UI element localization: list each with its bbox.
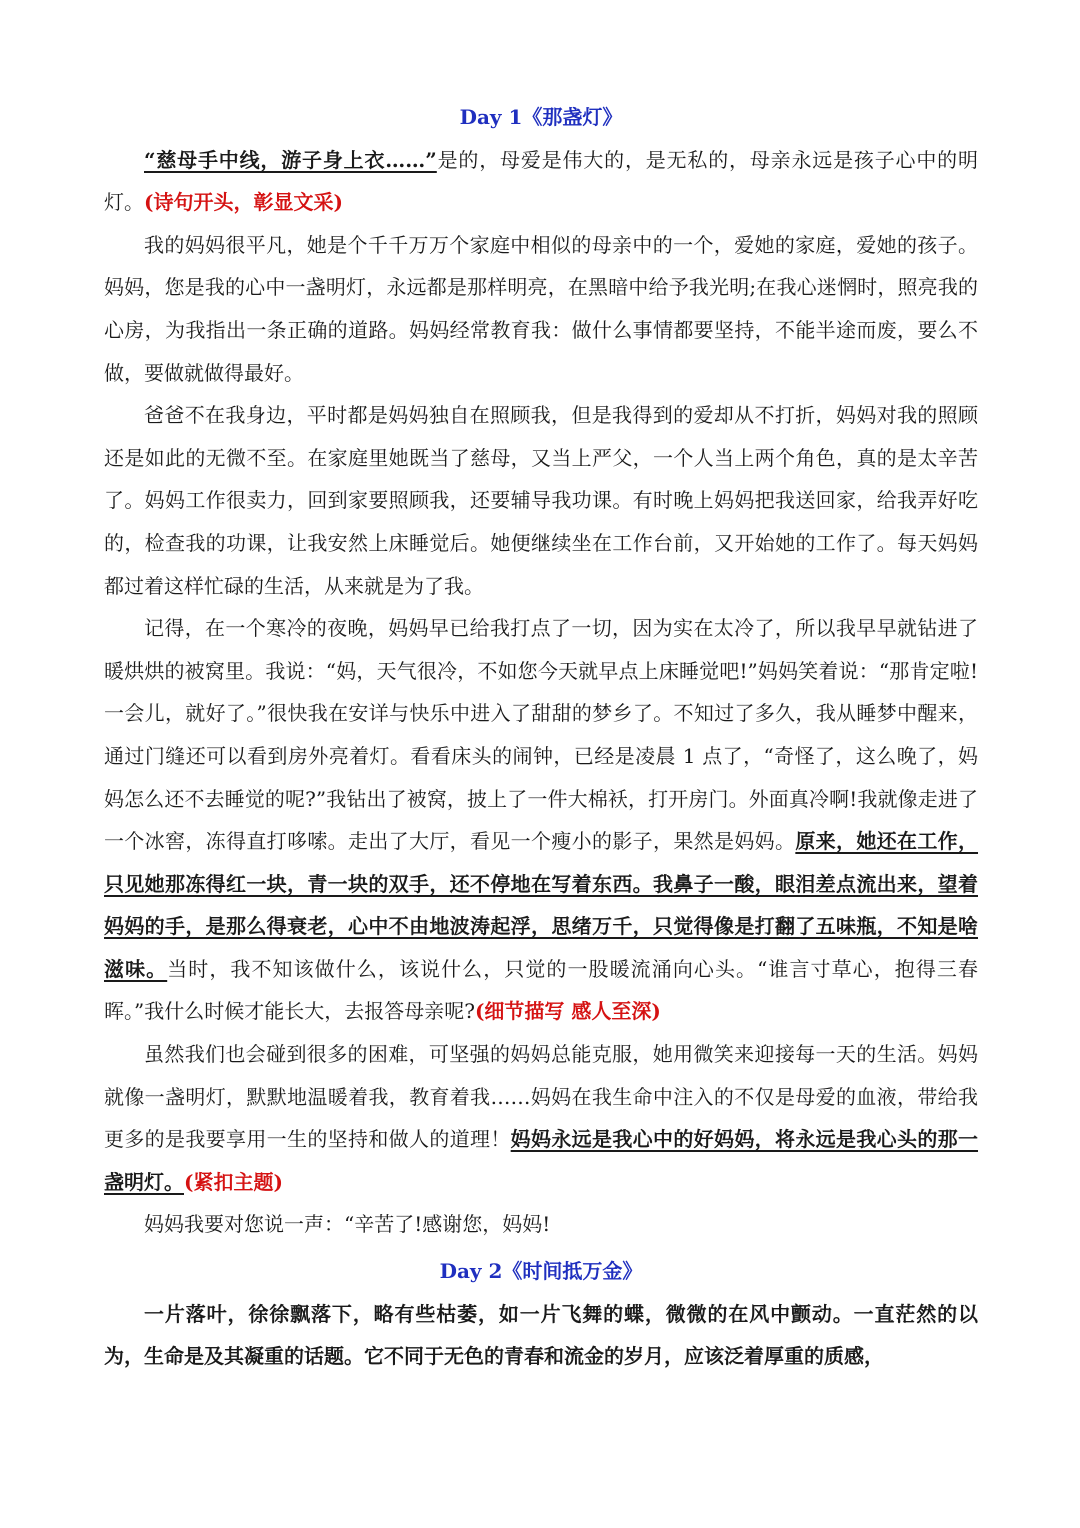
day1-paragraph-4 (104, 607, 978, 1033)
day1-paragraph-1 (104, 139, 978, 224)
annotation-note: (紧扣主题) (184, 1169, 283, 1194)
annotation-note: (诗句开头，彰显文采) (144, 190, 343, 215)
document-page (104, 96, 978, 1378)
paragraph-text: 虽然我们也会碰到很多的困难，可坚强的妈妈总能克服，她用微笑来迎接每一天的生活。妈妈就像一盏明灯，默默地温暖着我，教育着我……妈妈在我生命中注入的不仅是母爱的血液，带给我更多的是我要享用一生的坚持和做人的道理！ (104, 1042, 978, 1152)
highlighted-sentence: 妈妈永远是我心中的好妈妈，将永远是我心头的那一盏明灯。 (104, 1127, 979, 1194)
poem-quote: “慈母手中线，游子身上衣……” (144, 147, 437, 172)
annotation-note: (细节描写 感人至深) (474, 999, 661, 1024)
day1-paragraph-2: 我的妈妈很平凡，她是个千千万万个家庭中相似的母亲中的一个，爱她的家庭，爱她的孩子。妈妈，您是我的心中一盏明灯，永远都是那样明亮，在黑暗中给予我光明;在我心迷惘时，照亮我的心房，为我指出一条正确的道路。妈妈经常教育我：做什么事情都要坚持，不能半途而废，要么不做，要做就做得最好。 (104, 232, 978, 385)
day1-title: Day 1《那盏灯》 (459, 105, 623, 129)
day2-title: Day 2《时间抵万金》 (439, 1259, 643, 1284)
paragraph-text: 当时，我不知该做什么，该说什么，只觉的一股暖流涌向心头。“谁言寸草心，抱得三春晖。”我什么时候才能长大，去报答母亲呢? (104, 956, 978, 1024)
paragraph-text: 是的，母爱是伟大的，是无私的，母亲永远是孩子心中的明灯。 (104, 147, 978, 215)
day1-paragraph-3: 爸爸不在我身边，平时都是妈妈独自在照顾我，但是我得到的爱却从不打折，妈妈对我的照顾还是如此的无微不至。在家庭里她既当了慈母，又当上严父，一个人当上两个角色，真的是太辛苦了。妈妈工作很卖力，回到家要照顾我，还要辅导我功课。有时晚上妈妈把我送回家，给我弄好吃的，检查我的功课，让我安然上床睡觉后。她便继续坐在工作台前，又开始她的工作了。每天妈妈都过着这样忙碌的生活，从来就是为了我。 (104, 403, 978, 598)
day2-paragraph-1: 一片落叶，徐徐飘落下，略有些枯萎，如一片飞舞的蝶，微微的在风中颤动。一直茫然的以为，生命是及其凝重的话题。它不同于无色的青春和流金的岁月，应该泛着厚重的质感， (104, 1301, 978, 1369)
highlighted-sentence: 原来，她还在工作，只见她那冻得红一块，青一块的双手，还不停地在写着东西。我鼻子一酸，眼泪差点流出来，望着妈妈的手，是那么得衰老，心中不由地波涛起浮，思绪万千，只觉得像是打翻了五味瓶，不知是啥滋味。 (104, 829, 979, 981)
day1-paragraph-6: 妈妈我要对您说一声：“辛苦了!感谢您，妈妈! (144, 1212, 551, 1237)
paragraph-text: 记得，在一个寒冷的夜晚，妈妈早已给我打点了一切，因为实在太冷了，所以我早早就钻进了暖烘烘的被窝里。我说：“妈，天气很冷，不如您今天就早点上床睡觉吧!”妈妈笑着说：“那肯定啦!一会儿，就好了。”很快我在安详与快乐中进入了甜甜的梦乡了。不知过了多久，我从睡梦中醒来，通过门缝还可以看到房外亮着灯。看看床头的闹钟，已经是凌晨 1 点了，“奇怪了，这么晚了，妈妈怎么还不去睡觉的呢?”我钻出了被窝，披上了一件大棉袄，打开房门。外面真冷啊!我就像走进了一个冰窖，冻得直打哆嗦。走出了大厅，看见一个瘦小的影子，果然是妈妈。 (104, 616, 978, 854)
day1-paragraph-5 (104, 1033, 978, 1203)
